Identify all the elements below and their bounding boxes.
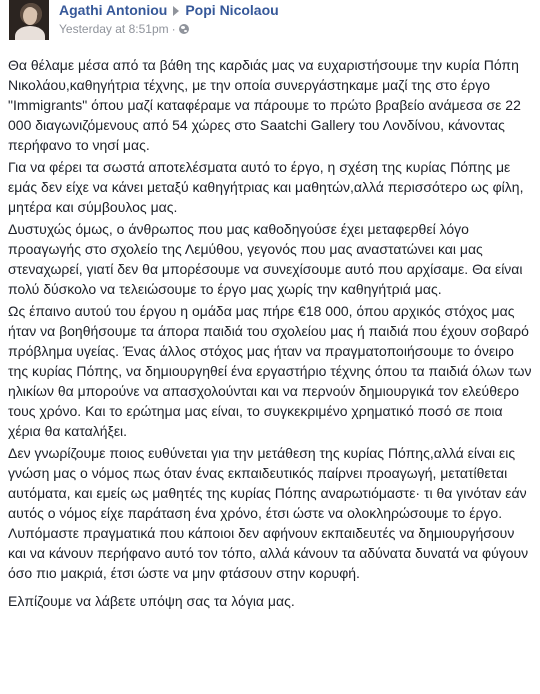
arrow-right-icon	[173, 6, 179, 16]
post-paragraph-2: Για να φέρει τα σωστά αποτελέσματα αυτό το έργο, η σχέση της κυρίας Πόπης με εμάς δεν είχε να κάνει μεταξύ καθηγήτριας και μαθητών,αλλά περισσότερο ως φίλη, μητέρα και σύμβουλος μας.	[8, 159, 524, 215]
post-paragraph-1: Θα θέλαμε μέσα από τα βάθη της καρδιάς μας να ευχαριστήσουμε την κυρία Πόπη Νικολάου,καθηγήτρια τέχνης, με την οποία συνεργάστηκαμε μαζί της στο έργο "Immigrants" όπου μαζί καταφέραμε να πάρουμε το πρώτο βραβείο ανάμεσα σε 22 000 διαγωνιζόμενους από 54 χώρες στο Saatchi Gallery του Λονδίνου, κάνοντας περήφανο το νησί μας.	[8, 57, 521, 153]
avatar-shoulder	[15, 26, 45, 40]
post-paragraph-3: Δυστυχώς όμως, ο άνθρωπος που μας καθοδηγούσε έχει μεταφερθεί λόγο προαγωγής στο σχολείο της Λεμύθου, γεγονός που μας αναστατώνει και μας στεναχωρεί, γιατί δεν θα μπορέσουμε να συνεχίσουμε αυτό που αρχίσαμε. Θα είναι πολύ δύσκολο να τελειώσουμε το έργο μας χωρίς την καθηγήτριά μας.	[8, 221, 523, 297]
avatar-face	[23, 7, 37, 25]
post-body	[8, 55, 532, 613]
timestamp-link[interactable]: Yesterday at 8:51pm	[59, 22, 169, 36]
author-name-link[interactable]: Agathi Antoniou	[59, 2, 168, 18]
author-line	[59, 2, 279, 18]
author-avatar[interactable]	[9, 0, 49, 40]
post-paragraph-5: Δεν γνωρίζουμε ποιος ευθύνεται για την μετάθεση της κυρίας Πόπης,αλλά είναι εις γνώση μας ο νόμος πως όταν ένας εκπαιδευτικός παίρνει προαγωγή, μετατίθεται αυτόματα, και εμείς ως μαθητές της κυρίας Πόπης αναρωτιόμαστε· τι θα γινόταν εάν αυτός ο νόμος είχε παράταση ένα χρόνο, έτσι ώστε να ολοκληρώσουμε το έργο. Λυπόμαστε πραγματικά που κάποιοι δεν αφήνουν εκπαιδευτές να δημιουργήσουν και να κάνουν περήφανο αυτό τον τόπο, αλλά κάνουν τα αδύνατα δυνατά να φύγουν όσο πιο μακριά, έτσι ώστε να μην φτάσουν στην κορυφή.	[8, 445, 529, 581]
recipient-name-link[interactable]: Popi Nicolaou	[185, 2, 279, 18]
post-closing: Ελπίζουμε να λάβετε υπόψη σας τα λόγια μας.	[8, 593, 295, 609]
post-paragraph-4: Ως έπαινο αυτού του έργου η ομάδα μας πήρε €18 000, όπου αρχικός στόχος μας ήταν να βοηθήσουμε τα άπορα παιδιά του σχολείου μας ή παιδιά που έχουν σοβαρό πρόβλημα υγείας. Ένας άλλος στόχος μας ήταν να πραγματοποιήσουμε το όνειρο της κυρίας Πόπης, να δημιουργηθεί ένα εργαστήριο τέχνης όπου τα παιδιά όλων των ηλικίων θα μπορούνε να απασχολούνται και να περνούν δημιουργικά τον ελεύθερο τους χρόνο. Και το ερώτημα μας είναι, το συγκεκριμένο χρηματικό ποσό σε ποια χέρια θα καταλήξει.	[8, 303, 532, 439]
globe-icon[interactable]	[179, 24, 189, 34]
meta-separator: ·	[171, 22, 176, 36]
post-header	[9, 0, 534, 44]
post-meta	[59, 22, 189, 36]
